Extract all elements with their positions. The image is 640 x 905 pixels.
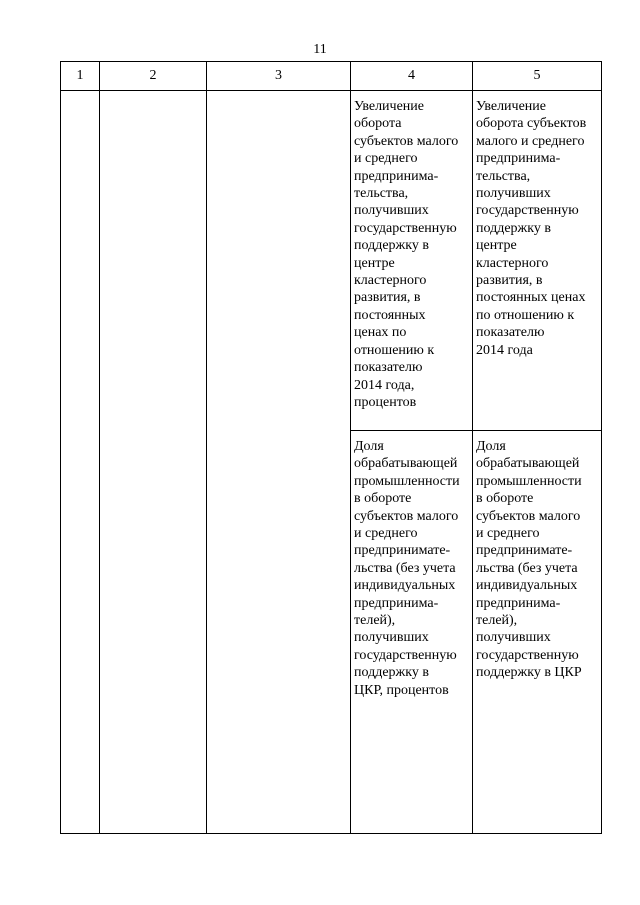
- table-cell-indicator: [351, 431, 473, 834]
- table-cell-col3-empty: [207, 91, 351, 834]
- table-header-row: [61, 62, 602, 91]
- header-cell-col1: 1: [61, 62, 100, 91]
- indicator-manufacturing-share-text-alt: Доля обрабатывающей промышленности в обороте субъектов малого и среднего предпринимате- льства (без учета индивидуальных предпринима- телей), получивших государственную поддержку в ЦКР: [476, 439, 582, 681]
- table-row: [61, 91, 602, 431]
- header-cell-col4: 4: [351, 62, 473, 91]
- table-cell-indicator: [473, 91, 602, 431]
- indicators-table: [60, 61, 602, 834]
- page-number: 11: [313, 42, 327, 57]
- header-cell-col5: 5: [473, 62, 602, 91]
- indicator-turnover-text-alt: Увеличение оборота субъектов малого и среднего предпринима- тельства, получивших государственную поддержку в центре кластерного развития, в постоянных ценах по отношению к показателю 2014 года: [476, 99, 587, 358]
- indicator-manufacturing-share-text: Доля обрабатывающей промышленности в обороте субъектов малого и среднего предпринимате- льства (без учета индивидуальных предпринима- телей), получивших государственную поддержку в ЦКР, процентов: [354, 439, 460, 698]
- table-cell-col1-empty: [61, 91, 100, 834]
- indicator-turnover-text: Увеличение оборота субъектов малого и среднего предпринима- тельства, получивших государственную поддержку в центре кластерного развития, в постоянных ценах по отношению к показателю 2014 года, процентов: [354, 99, 459, 410]
- table-cell-indicator: [473, 431, 602, 834]
- header-cell-col3: 3: [207, 62, 351, 91]
- header-cell-col2: 2: [100, 62, 207, 91]
- table-cell-col2-empty: [100, 91, 207, 834]
- table-cell-indicator: [351, 91, 473, 431]
